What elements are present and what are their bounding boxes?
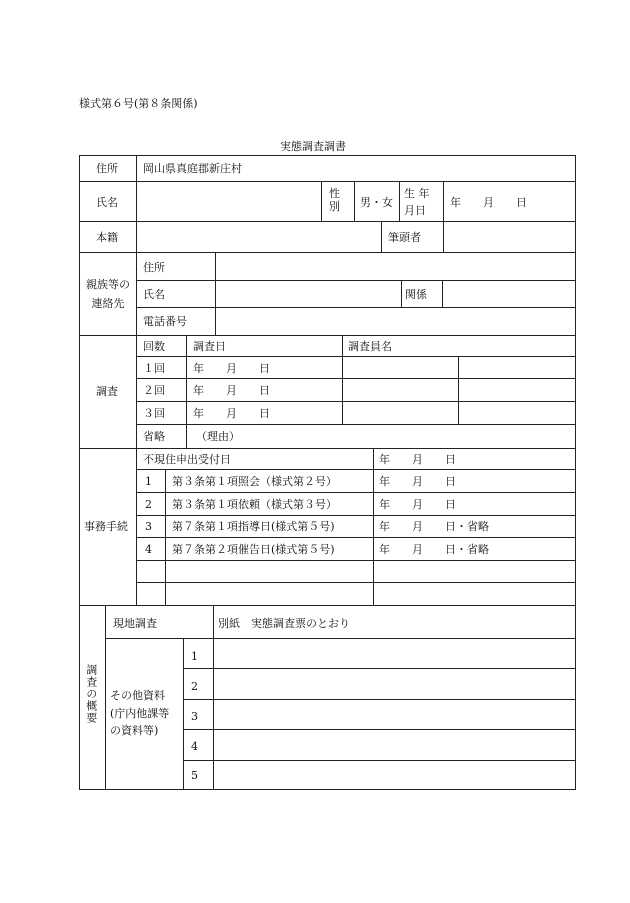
item-number: 1 <box>191 650 198 663</box>
form-title: 実態調査調書 <box>280 140 346 153</box>
step-text: 第７条第１項指導日(様式第５号) <box>172 520 335 533</box>
omit-reason: （理由） <box>196 430 240 443</box>
item-number: 5 <box>191 769 198 782</box>
relation-label: 関係 <box>405 288 427 301</box>
phone-label: 電話番号 <box>143 315 187 328</box>
step-text: 第３条第１項依頼（様式第３号） <box>172 498 337 511</box>
item-number: 2 <box>191 680 198 693</box>
sex-options: 男・女 <box>360 196 393 209</box>
other-materials-label: その他資料 (庁内他課等 の資料等) <box>110 689 170 738</box>
name-label: 氏名 <box>96 196 118 209</box>
received-date: 年 月 日 <box>379 453 456 466</box>
item-number: 3 <box>191 710 198 723</box>
family-head-label: 筆頭者 <box>388 231 421 244</box>
relatives-label: 親族等の 連絡先 <box>86 278 130 310</box>
survey-count: ２回 <box>143 384 165 397</box>
step-number: 2 <box>145 498 152 511</box>
omit-label: 省略 <box>143 430 165 443</box>
procedure-label: 事務手続 <box>84 520 128 533</box>
sex-label: 性 別 <box>329 187 340 214</box>
dob-value: 年 月 日 <box>450 196 527 209</box>
step-number: 1 <box>145 475 152 488</box>
survey-count: １回 <box>143 362 165 375</box>
step-text: 第３条第１項照会（様式第２号） <box>172 475 337 488</box>
step-date: 年 月 日・省略 <box>379 543 489 556</box>
field-survey-value: 別紙 実態調査票のとおり <box>218 617 350 630</box>
address-value: 岡山県真庭郡新庄村 <box>143 162 242 175</box>
survey-count-header: 回数 <box>143 340 165 353</box>
overview-label: 調査の概要 <box>84 664 98 724</box>
survey-date: 年 月 日 <box>193 407 270 420</box>
step-date: 年 月 日 <box>379 475 456 488</box>
survey-count: ３回 <box>143 407 165 420</box>
investigator-header: 調査員名 <box>348 340 392 353</box>
relatives-address-label: 住所 <box>143 261 165 274</box>
step-text: 第７条第２項催告日(様式第５号) <box>172 543 335 556</box>
field-survey-label: 現地調査 <box>113 617 157 630</box>
relatives-name-label: 氏名 <box>143 288 165 301</box>
survey-date: 年 月 日 <box>193 362 270 375</box>
domicile-label: 本籍 <box>96 231 118 244</box>
step-number: 3 <box>145 520 152 533</box>
survey-date: 年 月 日 <box>193 384 270 397</box>
dob-label: 生 年 月日 <box>404 187 430 217</box>
received-label: 不現住申出受付日 <box>143 453 231 466</box>
item-number: 4 <box>191 740 198 753</box>
step-number: 4 <box>145 543 152 556</box>
survey-date-header: 調査日 <box>193 340 226 353</box>
step-date: 年 月 日 <box>379 498 456 511</box>
address-label: 住所 <box>96 162 118 175</box>
step-date: 年 月 日・省略 <box>379 520 489 533</box>
survey-label: 調査 <box>96 385 118 398</box>
form-number: 様式第６号(第８条関係) <box>79 97 198 110</box>
